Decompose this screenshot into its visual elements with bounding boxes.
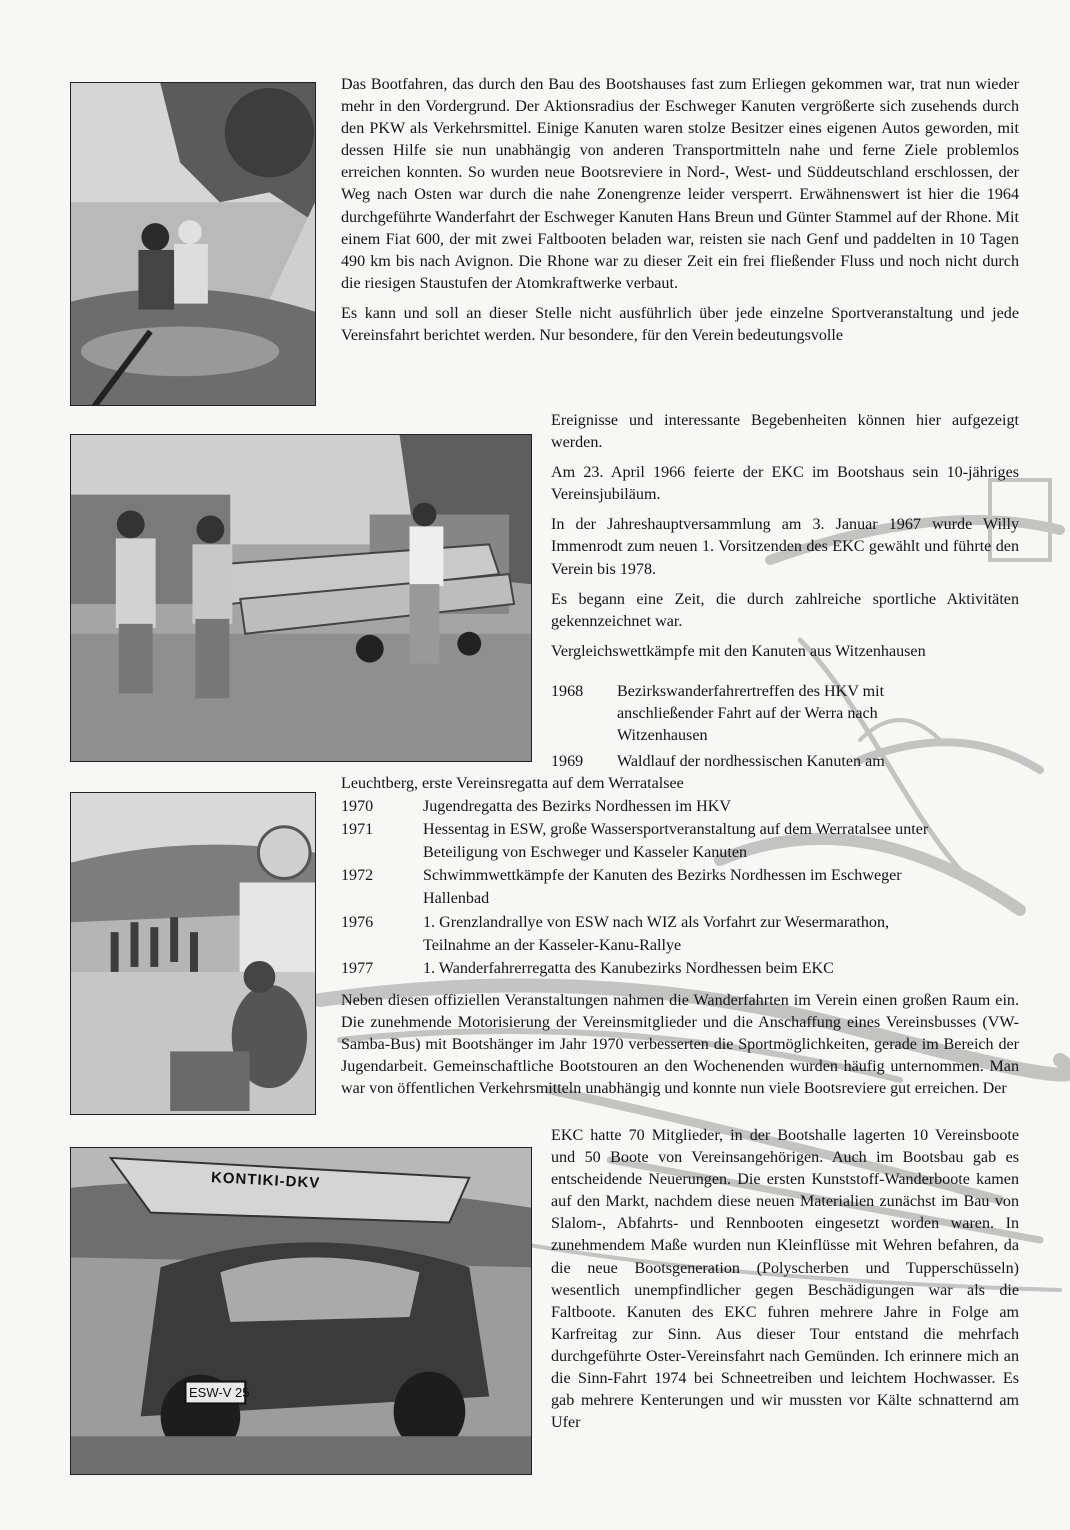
paragraph-club-boats: EKC hatte 70 Mitglieder, in der Bootshalle lagerten 10 Vereinsboote und 50 Boote von Vereinsangehörigen. Auch im Bootsbau gab es entscheidende Neuerungen. Die ersten Kunststoff-Wanderboote kamen auf den Markt, nachdem diese neuen Materialien zunächst im Bau von Slalom-, Abfahrts- und Rennbooten eingesetzt worden waren. In zunehmendem Maße wurden nun Kleinflüsse mit Wehren befahren, da die neue Bootsgeneration (Polyscherben und Tupperschüsseln) wesentlich unempfindlicher gegen Beschädigungen war als die Faltboote. Kanuten des EKC fuhren mehrere Jahre in Folge am Karfreitag zur Sinn. Aus dieser Tour entstand die mehrfach durchgeführte Oster-Vereinsfahrt nach Gemünden. Ich erinnere mich an die Sinn-Fahrt 1974 bei Schneetreiben und leichtem Hochwasser. Es gab mehrere Kenterungen und wir mussten vor Kälte schnatternd am Ufer: [551, 1127, 1019, 1432]
paragraph-boating-history: Das Bootfahren, das durch den Bau des Bootshauses fast zum Erliegen gekommen war, trat nun wieder mehr in den Vordergrund. Der Aktionsradius der Eschweger Kanuten vergrößerte sich zusehends durch den PKW als Verkehrsmittel. Einige Kanuten waren stolze Besitzer eines eigenen Autos geworden, mit dessen Hilfe sie nun unabhängig von anderen Transportmitteln nahe und ferne Ziele problemlos erreichen konnten. So wurden neue Bootsreviere in Nord-, West- und Süddeutschland erschlossen, der Weg nach Osten war durch die nahe Zonengrenze leider versperrt. Erwähnenswert ist hier die 1964 durchgeführte Wanderfahrt der Eschweger Kanuten Hans Breun und Günter Stammel auf der Rhone. Mit einem Fiat 600, der mit zwei Faltbooten beladen war, reisten sie nach Genf und paddelten in 10 Tagen 490 km bis nach Avignon. Die Rhone war zu dieser Zeit ein frei fließender Fluss und noch nicht durch die riesigen Staustufen der Atomkraftwerke verbaut.: [341, 76, 1019, 292]
event-text: 1. Wanderfahrerregatta des Kanubezirks Nordhessen beim EKC: [423, 960, 834, 977]
event-year: 1972: [341, 867, 374, 884]
event-text: 1. Grenzlandrallye von ESW nach WIZ als Vorfahrt zur Wesermarathon,: [423, 914, 890, 931]
event-text: Waldlauf der nordhessischen Kanuten am: [617, 753, 885, 770]
paragraph-intro-events: Es kann und soll an dieser Stelle nicht ausführlich über jede einzelne Sportveranstaltung und jede Vereinsfahrt berichtet werden. Nur besondere, für den Verein bedeutungsvolle: [341, 304, 1019, 345]
event-text: Hallenbad: [423, 890, 490, 907]
event-text: Schwimmwettkämpfe der Kanuten des Bezirks Nordhessen im Eschweger: [423, 867, 902, 884]
text-block-3: [341, 990, 1019, 1100]
photo-boat-lettering: KONTIKI-DKV: [210, 1169, 321, 1192]
photo-boat-trailer-group: [70, 434, 532, 762]
event-text: Beteiligung von Eschweger und Kasseler Kanuten: [423, 844, 748, 861]
text-block-4: [551, 1125, 1019, 1434]
event-text: Witzenhausen: [617, 727, 708, 744]
text-block-2: [551, 410, 1019, 663]
event-year: 1971: [341, 821, 374, 838]
event-text: Teilnahme an der Kasseler-Kanu-Rallye: [423, 937, 682, 954]
event-year: 1976: [341, 914, 374, 931]
event-year: 1968: [551, 683, 584, 700]
photo-beach-spectators: [70, 792, 316, 1115]
paragraph-chairman-1967: In der Jahreshauptversammlung am 3. Januar 1967 wurde Willy Immenrodt zum neuen 1. Vorsitzenden des EKC gewählt und führte den Verein bis 1978.: [551, 516, 1019, 578]
event-text: anschließender Fahrt auf der Werra nach: [617, 705, 878, 722]
photo-fiat-600-with-boat: [70, 1147, 532, 1475]
paragraph-touring-trips: Neben diesen offiziellen Veranstaltungen nahmen die Wanderfahrten im Verein einen großen Raum ein. Die zunehmende Motorisierung der Vereinsmitglieder und die Anschaffung eines Vereinsbusses (VW-Samba-Bus) mit Bootshänger im Jahr 1970 verbesserten die Sportmöglichkeiten, gerade im Bereich der Jugendarbeit. Gemeinschaftliche Bootstouren an den Wochenenden wurden häufig unternommen. Man war von öffentlichen Verkehrsmitteln unabhängig und konnte nun viele Bootsreviere gut erreichen. Der: [341, 992, 1019, 1098]
photo-number-plate: ESW-V 25: [189, 1385, 250, 1400]
event-year: 1969: [551, 753, 584, 770]
paragraph-era-activities: Es begann eine Zeit, die durch zahlreiche sportliche Aktivitäten gekennzeichnet war.: [551, 590, 1019, 630]
paragraph-comparison-competitions: Vergleichswettkämpfe mit den Kanuten aus Witzenhausen: [551, 642, 926, 660]
paragraph-intro-events-cont: Ereignisse und interessante Begebenheiten können hier aufgezeigt werden.: [551, 412, 1019, 452]
event-text: Hessentag in ESW, große Wassersportveranstaltung auf dem Werratalsee unter: [423, 821, 929, 838]
photo-canoeists-in-boat: [70, 82, 316, 406]
event-1969-cont: [341, 773, 684, 795]
event-year: 1977: [341, 960, 374, 977]
event-year: 1970: [341, 798, 374, 815]
paragraph-anniversary-1966: Am 23. April 1966 feierte der EKC im Bootshaus sein 10-jähriges Vereinsjubiläum.: [551, 464, 1019, 504]
event-text: Bezirkswanderfahrertreffen des HKV mit: [617, 683, 885, 700]
event-text: Jugendregatta des Bezirks Nordhessen im HKV: [423, 798, 731, 815]
text-block-1: [341, 74, 1019, 347]
event-text: Leuchtberg, erste Vereinsregatta auf dem Werratalsee: [341, 775, 684, 792]
